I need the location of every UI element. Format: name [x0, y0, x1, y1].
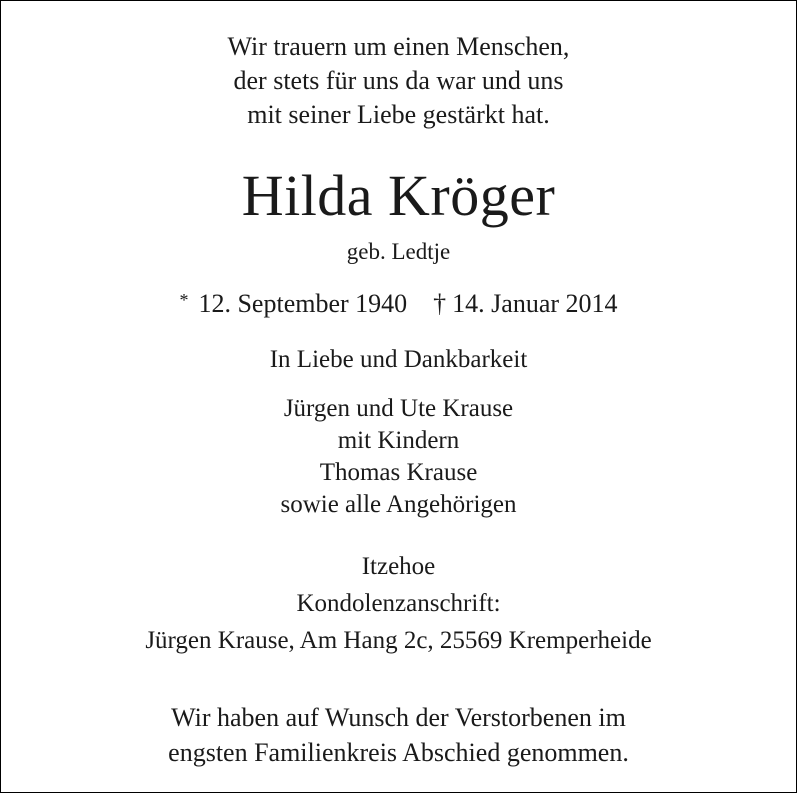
- mourner-line-1: Jürgen und Ute Krause: [283, 395, 514, 422]
- birth-star-icon: *: [179, 290, 189, 310]
- deceased-name: Hilda Kröger: [241, 163, 556, 228]
- mourner-line-4: sowie alle Angehörigen: [280, 491, 517, 518]
- intro-line-2: der stets für uns da war und uns: [233, 66, 564, 95]
- birth-date: 12. September 1940: [198, 289, 408, 318]
- intro-line-3: mit seiner Liebe gestärkt hat.: [247, 100, 550, 129]
- gratitude-line: In Liebe und Dankbarkeit: [269, 346, 528, 373]
- closing-line-1: Wir haben auf Wunsch der Verstorbenen im: [171, 703, 626, 732]
- intro-line-1: Wir trauern um einen Menschen,: [227, 32, 570, 61]
- birth-name: geb. Ledtje: [346, 239, 451, 264]
- closing-line-2: engsten Familienkreis Abschied genommen.: [168, 738, 629, 767]
- mourner-line-2: mit Kindern: [337, 427, 460, 454]
- condolence-label: Kondolenzanschrift:: [296, 590, 501, 617]
- mourner-line-3: Thomas Krause: [319, 459, 478, 486]
- condolence-address: Jürgen Krause, Am Hang 2c, 25569 Kremperheide: [145, 627, 652, 654]
- place: Itzehoe: [361, 553, 436, 580]
- death-cross-icon: †: [433, 289, 447, 318]
- death-date: 14. Januar 2014: [452, 289, 618, 318]
- life-dates: [1, 284, 796, 320]
